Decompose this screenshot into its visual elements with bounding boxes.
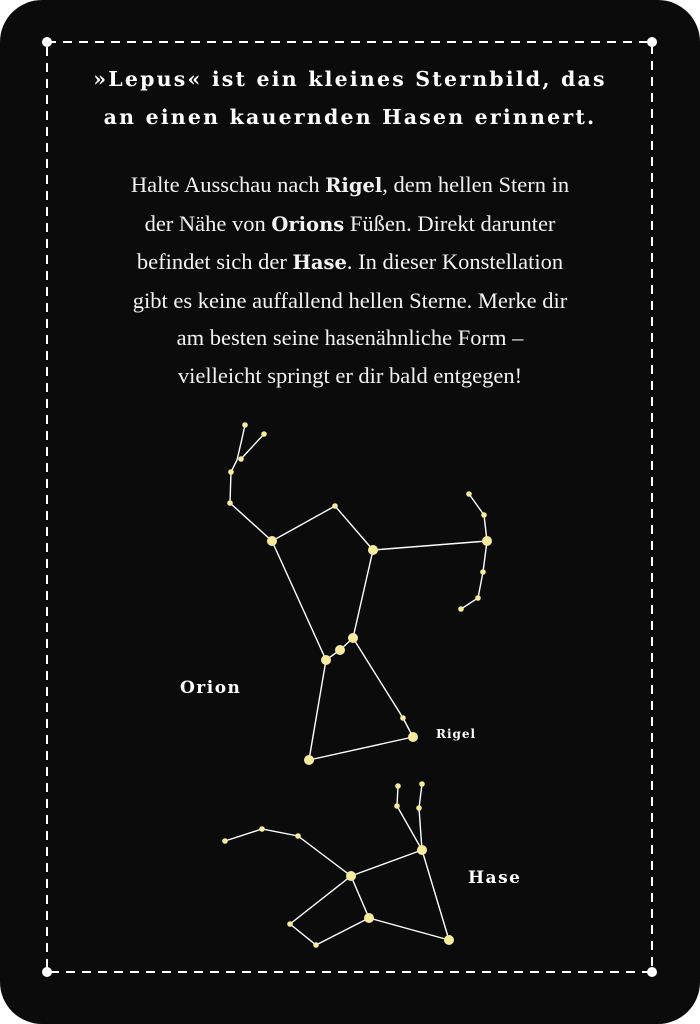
star bbox=[368, 545, 378, 555]
hase-emphasis: Hase bbox=[292, 251, 347, 274]
star bbox=[304, 755, 314, 765]
text-segment: Halte Ausschau nach bbox=[130, 172, 326, 197]
star bbox=[482, 536, 492, 546]
hase-stars bbox=[222, 781, 454, 948]
star bbox=[346, 871, 356, 881]
headline-line-1: »Lepus« ist ein kleines Sternbild, das bbox=[93, 67, 607, 91]
star bbox=[458, 606, 464, 612]
star bbox=[261, 431, 267, 437]
text-segment: . In dieser Konstellation bbox=[346, 249, 564, 274]
star bbox=[222, 838, 228, 844]
rigel-star bbox=[408, 732, 418, 742]
text-segment: Füßen. Direkt darunter bbox=[344, 210, 556, 236]
star bbox=[364, 913, 374, 923]
star bbox=[228, 469, 234, 475]
text-segment: befindet sich der bbox=[136, 249, 293, 274]
star bbox=[267, 536, 277, 546]
star bbox=[259, 826, 265, 832]
orion-stars bbox=[227, 422, 492, 765]
star bbox=[475, 595, 481, 601]
star bbox=[321, 655, 331, 665]
orion-line bbox=[353, 638, 413, 737]
description-line-5: am besten seine hasenähnliche Form – bbox=[176, 325, 524, 350]
star bbox=[394, 803, 400, 809]
star bbox=[242, 422, 248, 428]
hase-line bbox=[351, 876, 369, 918]
orion-line bbox=[230, 425, 487, 550]
hase-line bbox=[290, 876, 449, 945]
hase-line bbox=[422, 850, 449, 940]
hase-line bbox=[397, 786, 422, 850]
star bbox=[419, 781, 425, 787]
star bbox=[395, 783, 401, 789]
hase-constellation bbox=[225, 784, 449, 945]
orion-line bbox=[272, 541, 326, 660]
orion-line bbox=[353, 550, 373, 638]
hase-line bbox=[419, 784, 422, 850]
star bbox=[481, 512, 487, 518]
star bbox=[444, 935, 454, 945]
star bbox=[332, 503, 338, 509]
star bbox=[400, 715, 406, 721]
star bbox=[480, 569, 486, 575]
star bbox=[348, 633, 358, 643]
description-line-4: gibt es keine auffallend hellen Sterne. Merke dir bbox=[132, 287, 568, 313]
star bbox=[335, 645, 345, 655]
text-segment: , dem hellen Stern in bbox=[382, 172, 570, 197]
rigel-emphasis: Rigel bbox=[325, 174, 383, 197]
orions-emphasis: Orions bbox=[271, 212, 345, 236]
star bbox=[295, 833, 301, 839]
hase-line bbox=[225, 829, 422, 876]
hase-label: Hase bbox=[468, 868, 522, 888]
star bbox=[417, 845, 427, 855]
orion-label: Orion bbox=[180, 678, 242, 698]
description-line-6: vielleicht springt er dir bald entgegen! bbox=[177, 362, 523, 388]
text-segment: der Nähe von bbox=[144, 210, 272, 236]
headline-line-2: an einen kauernden Hasen erinnert. bbox=[103, 105, 597, 129]
star bbox=[416, 805, 422, 811]
star bbox=[466, 491, 472, 497]
star bbox=[238, 456, 244, 462]
rigel-label: Rigel bbox=[436, 727, 477, 741]
orion-line bbox=[241, 434, 264, 459]
orion-constellation bbox=[230, 425, 487, 760]
star bbox=[313, 942, 319, 948]
star bbox=[227, 500, 233, 506]
orion-line bbox=[461, 494, 487, 609]
star bbox=[287, 921, 293, 927]
